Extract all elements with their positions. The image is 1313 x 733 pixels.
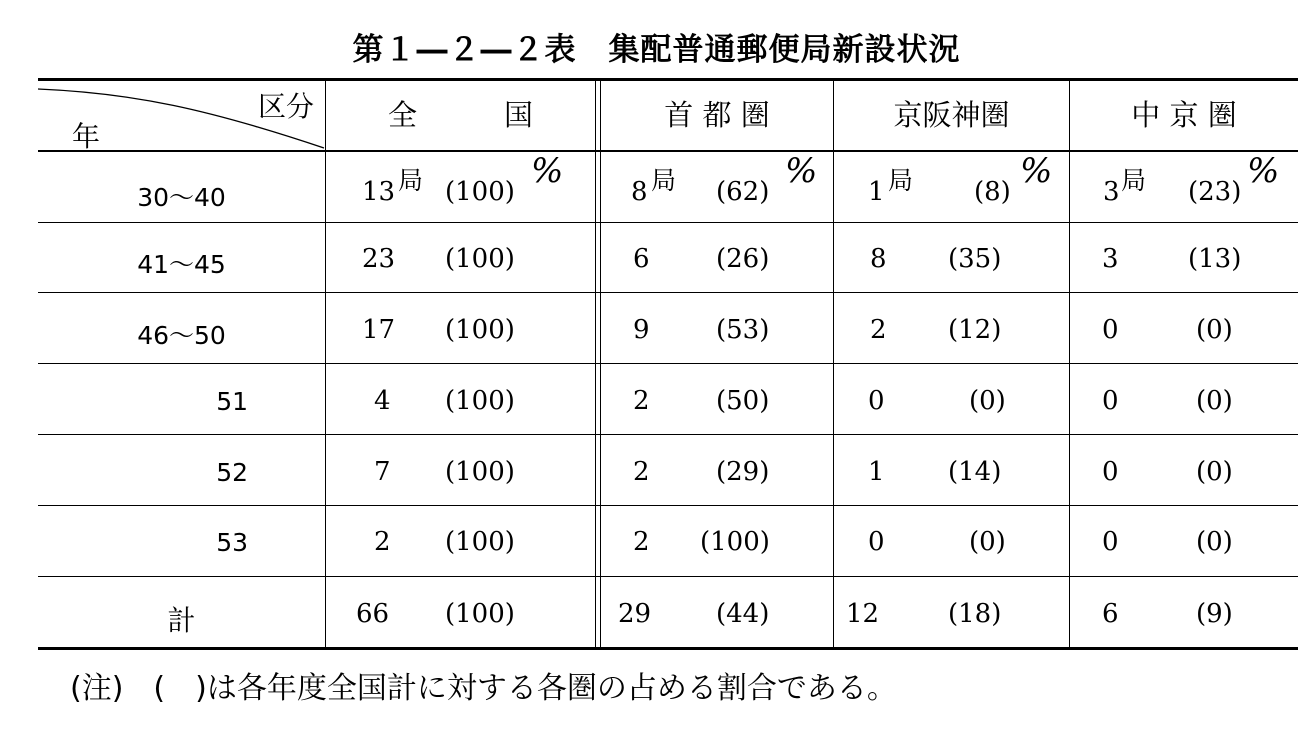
cell-percent: (18) — [948, 599, 1002, 629]
cell-count: 4 — [374, 386, 391, 416]
row-divider — [38, 505, 1298, 506]
column-divider — [595, 81, 596, 647]
cell-percent: (100) — [445, 244, 515, 274]
cell-percent: (0) — [1196, 457, 1233, 487]
cell-percent: (44) — [716, 599, 770, 629]
column-divider — [325, 81, 326, 647]
cell-count: 6 — [633, 244, 650, 274]
column-divider — [833, 81, 834, 647]
cell-percent: (100) — [700, 527, 770, 557]
cell-percent: (8) — [974, 177, 1011, 207]
cell-percent: (14) — [948, 457, 1002, 487]
col-header-chukyo-region: 中 京 圏 — [1131, 98, 1237, 132]
unit-kyoku-label: 局 — [1121, 166, 1147, 195]
cell-count: 1 — [868, 457, 885, 487]
cell-count: 0 — [868, 386, 885, 416]
cell-count: 66 — [356, 599, 390, 629]
cell-percent: (100) — [445, 457, 515, 487]
cell-count: 9 — [633, 315, 650, 345]
cell-percent: (100) — [445, 527, 515, 557]
column-divider — [1069, 81, 1070, 647]
row-divider — [38, 292, 1298, 293]
cell-percent: (0) — [1196, 315, 1233, 345]
cell-percent: (12) — [948, 315, 1002, 345]
cell-count: 0 — [1102, 386, 1119, 416]
cell-count: 8 — [631, 177, 648, 207]
cell-count: 2 — [633, 527, 650, 557]
cell-percent: (0) — [969, 527, 1006, 557]
unit-kyoku-label: 局 — [888, 166, 914, 195]
table-title: 第１―２―２表 集配普通郵便局新設状況 — [352, 32, 961, 68]
cell-count: 13 — [362, 177, 396, 207]
cell-count: 8 — [870, 244, 887, 274]
unit-percent-label: % — [531, 151, 564, 191]
cell-percent: (100) — [445, 315, 515, 345]
cell-percent: (0) — [1196, 386, 1233, 416]
cell-percent: (100) — [445, 177, 515, 207]
col-header-nationwide: 全 国 — [387, 98, 533, 132]
column-divider — [600, 81, 601, 647]
cell-count: 7 — [374, 457, 391, 487]
cell-percent: (9) — [1196, 599, 1233, 629]
unit-percent-label: % — [1247, 151, 1280, 191]
row-year-label: 53 — [216, 528, 248, 557]
header-year-label: 年 — [72, 120, 101, 153]
cell-count: 29 — [618, 599, 652, 629]
unit-kyoku-label: 局 — [651, 166, 677, 195]
cell-percent: (23) — [1188, 177, 1242, 207]
row-year-label: 52 — [216, 458, 248, 487]
row-divider — [38, 222, 1298, 223]
cell-count: 12 — [846, 599, 880, 629]
footnote: (注) ( )は各年度全国計に対する各圏の占める割合である。 — [70, 671, 897, 706]
cell-percent: (62) — [716, 177, 770, 207]
cell-percent: (35) — [948, 244, 1002, 274]
cell-count: 2 — [633, 386, 650, 416]
row-year-label: 41〜45 — [137, 250, 226, 279]
cell-percent: (50) — [716, 386, 770, 416]
row-year-label: 46〜50 — [137, 321, 226, 350]
row-divider — [38, 576, 1298, 577]
row-total-label: 計 — [167, 604, 196, 637]
cell-count: 2 — [870, 315, 887, 345]
cell-count: 6 — [1102, 599, 1119, 629]
unit-percent-label: % — [1020, 151, 1053, 191]
cell-count: 23 — [362, 244, 396, 274]
cell-percent: (29) — [716, 457, 770, 487]
cell-percent: (13) — [1188, 244, 1242, 274]
cell-count: 0 — [868, 527, 885, 557]
cell-count: 2 — [633, 457, 650, 487]
cell-count: 1 — [868, 177, 885, 207]
row-divider — [38, 363, 1298, 364]
col-header-capital-region: 首 都 圏 — [664, 98, 770, 132]
cell-count: 0 — [1102, 457, 1119, 487]
stats-table — [38, 78, 1298, 650]
cell-percent: (100) — [445, 599, 515, 629]
row-divider — [38, 434, 1298, 435]
cell-percent: (53) — [716, 315, 770, 345]
cell-count: 0 — [1102, 527, 1119, 557]
cell-percent: (0) — [1196, 527, 1233, 557]
cell-count: 3 — [1103, 177, 1120, 207]
unit-percent-label: % — [785, 151, 818, 191]
cell-percent: (0) — [969, 386, 1006, 416]
cell-percent: (100) — [445, 386, 515, 416]
cell-count: 0 — [1102, 315, 1119, 345]
cell-count: 3 — [1102, 244, 1119, 274]
cell-count: 2 — [374, 527, 391, 557]
cell-count: 17 — [362, 315, 396, 345]
row-year-label: 51 — [216, 387, 248, 416]
row-year-label: 30〜40 — [137, 183, 226, 212]
header-category-label: 区分 — [258, 90, 315, 123]
unit-kyoku-label: 局 — [398, 166, 424, 195]
header-separator — [38, 150, 1298, 152]
cell-percent: (26) — [716, 244, 770, 274]
col-header-keihanshin-region: 京阪神圏 — [893, 98, 1010, 132]
